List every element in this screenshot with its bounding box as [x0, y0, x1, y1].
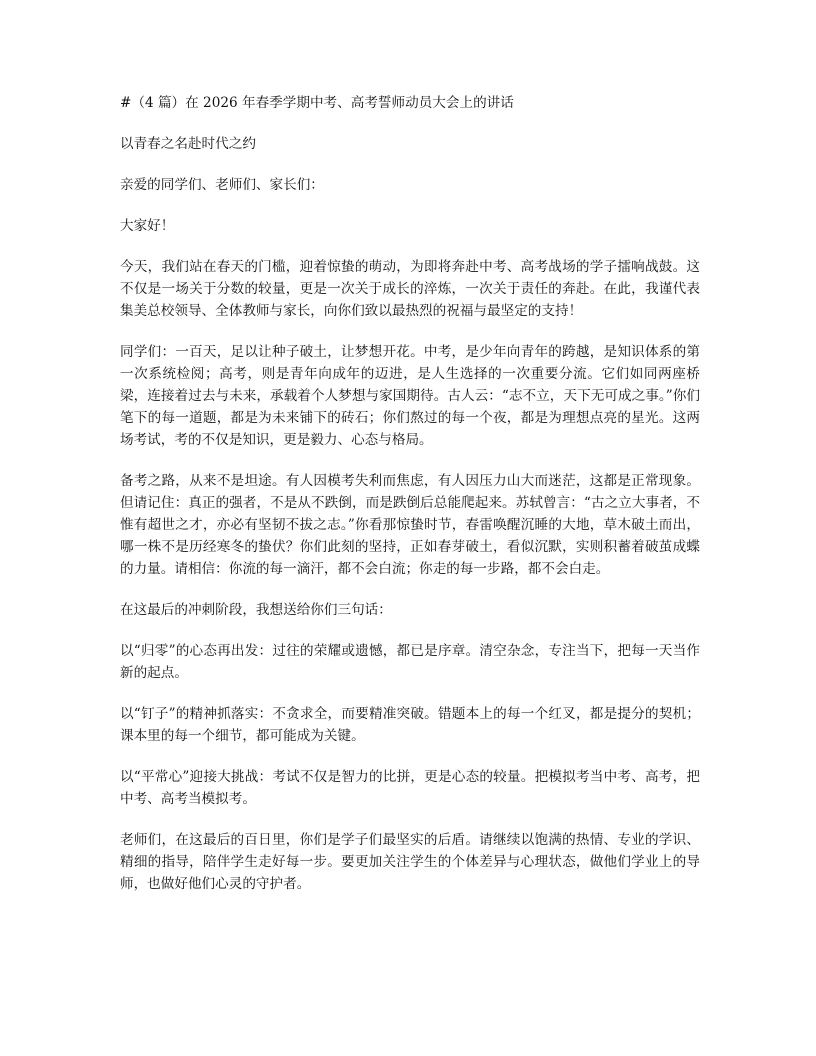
- paragraph-preparation: 备考之路，从来不是坦途。有人因模考失利而焦虑，有人因压力山大而迷茫，这都是正常现象。但请记住：真正的强者，不是从不跌倒，而是跌倒后总能爬起来。苏轼曾言：“古之立大事者，不惟有超世之才，亦必有坚韧不拔之志。”你看那惊蛰时节，春雷唤醒沉睡的大地，草木破土而出，哪一株不是历经寒冬的蛰伏？你们此刻的坚持，正如春芽破土，看似沉默，实则积蓄着破茧成蝶的力量。请相信：你流的每一滴汗，都不会白流；你走的每一步路，都不会白走。: [120, 473, 700, 577]
- greeting: 大家好！: [120, 218, 175, 234]
- paragraph-teachers: 老师们，在这最后的百日里，你们是学子们最坚实的后盾。请继续以饱满的热情、专业的学识、精细的指导，陪伴学生走好每一步。要更加关注学生的个体差异与心理状态，做他们学业上的导师，也做好他们心灵的守护者。: [120, 832, 700, 892]
- document-heading: #（4 篇）在 2026 年春季学期中考、高考誓师动员大会上的讲话: [120, 95, 514, 111]
- paragraph-students: 同学们：一百天，足以让种子破土，让梦想开花。中考，是少年向青年的跨越，是知识体系的第一次系统检阅；高考，则是青年向成年的迈进，是人生选择的一次重要分流。它们如同两座桥梁，连接着过去与未来，承载着个人梦想与家国期待。古人云：“志不立，天下无可成之事。”你们笔下的每一道题，都是为未来铺下的砖石；你们熬过的每一个夜，都是为理想点亮的星光。这两场考试，考的不仅是知识，更是毅力、心态与格局。: [120, 344, 700, 448]
- paragraph-point-nail: 以“钉子”的精神抓落实：不贪求全，而要精准突破。错题本上的每一个红叉，都是提分的契机；课本里的每一个细节，都可能成为关键。: [120, 706, 700, 744]
- salutation: 亲爱的同学们、老师们、家长们：: [120, 177, 324, 193]
- paragraph-point-calm: 以“平常心”迎接大挑战：考试不仅是智力的比拼，更是心态的较量。把模拟考当中考、高考，把中考、高考当模拟考。: [120, 769, 700, 807]
- document-subtitle: 以青春之名赴时代之约: [120, 136, 256, 152]
- document-page: [120, 92, 700, 914]
- paragraph-opening: 今天，我们站在春天的门槛，迎着惊蛰的萌动，为即将奔赴中考、高考战场的学子擂响战鼓。这不仅是一场关于分数的较量，更是一次关于成长的淬炼，一次关于责任的奔赴。在此，我谨代表集美总校领导、全体教师与家长，向你们致以最热烈的祝福与最坚定的支持！: [120, 259, 700, 319]
- paragraph-three-sentences-intro: 在这最后的冲刺阶段，我想送给你们三句话：: [120, 602, 392, 618]
- paragraph-point-reset: 以“归零”的心态再出发：过往的荣耀或遗憾，都已是序章。清空杂念，专注当下，把每一天当作新的起点。: [120, 643, 700, 681]
